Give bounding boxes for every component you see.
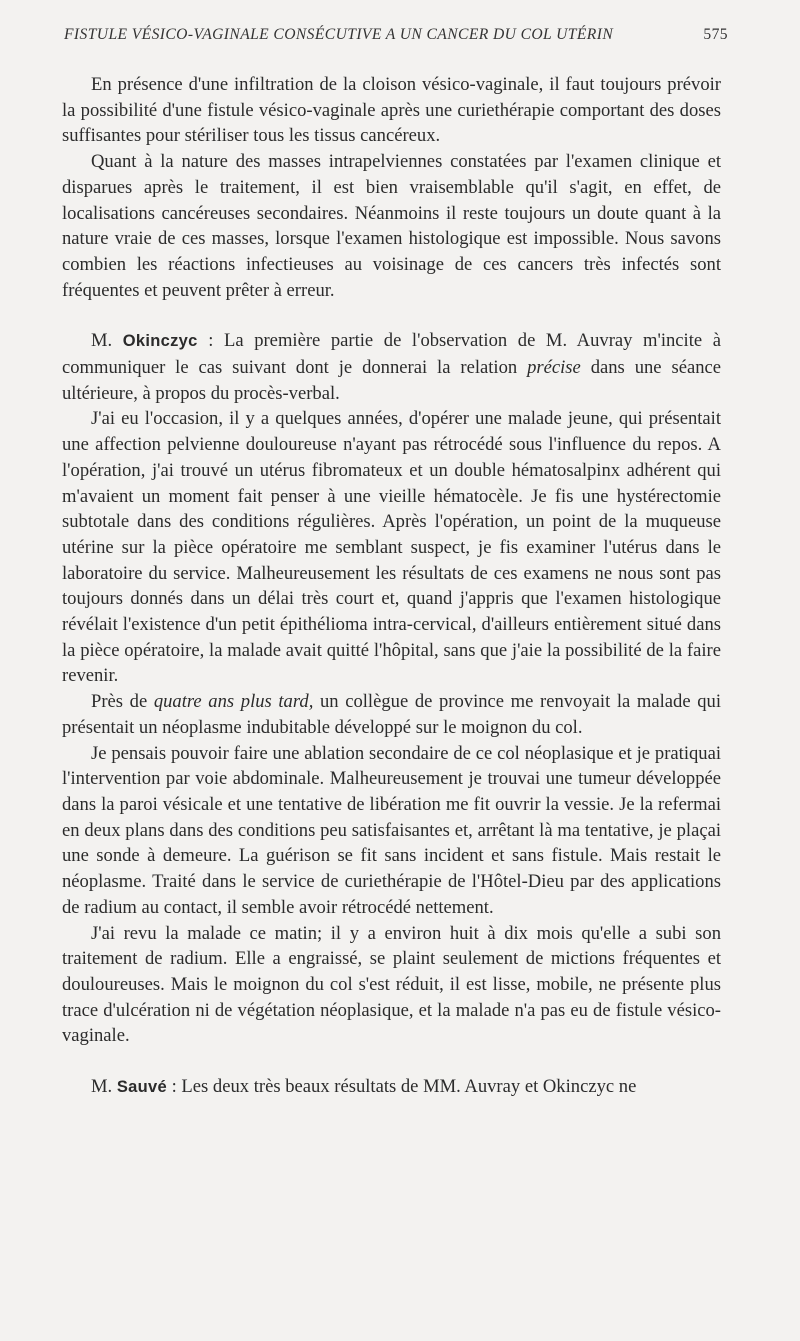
paragraph-2: Quant à la nature des masses intrapelviennes constatées par l'examen clinique et disparues après le traitement, il est bien vraisemblable qu'il s'agit, en effet, de localisations cancéreuses secondaires. Néanmoins il reste toujours un doute quant à la nature vraie de ces masses, lorsque l'examen histologique est impossible. Nous savons combien les réactions infectieuses au voisinage de ces cancers très infectés sont fréquentes et peuvent prêter à erreur. <box>62 151 721 301</box>
paragraph-6: Je pensais pouvoir faire une ablation secondaire de ce col néoplasique et je pratiquai l'intervention par voie abdominale. Malheureusement je trouvai une tumeur développée dans la paroi vésicale et une tentative de libération me fit ouvrir la vessie. Je la refermai en deux plans dans des conditions peu satisfaisantes et, arrêtant là ma tentative, je plaçai une sonde à demeure. La guérison se fit sans incident et sans fistule. Mais restait le néoplasme. Traité dans le service de curiethérapie de l'Hôtel-Dieu par des applications de radium au contact, il semble avoir rétrocédé nettement. <box>62 742 721 918</box>
speaker-prefix: M. <box>91 330 113 352</box>
paragraph-1: En présence d'une infiltration de la cloison vésico-vaginale, il faut toujours prévoir la possibilité d'une fistule vésico-vaginale après une curiethérapie comportant des doses suffisantes pour stériliser tous les tissus cancéreux. <box>62 74 721 147</box>
paragraph-text: un collègue de province me renvoyait la malade qui présentait un néoplasme indubitable développé sur le moignon du col. <box>62 691 721 738</box>
paragraph-okinczyc <box>62 328 721 406</box>
paragraph-sauve <box>62 1074 721 1101</box>
italic-text: précise <box>527 357 581 379</box>
paragraph-4: J'ai eu l'occasion, il y a quelques années, d'opérer une malade jeune, qui présentait une affection pelvienne douloureuse n'ayant pas rétrocédé sous l'influence du repos. A l'opération, j'ai trouvé un utérus fibromateux et un double hématosalpinx adhérent qui m'avaient un moment fait penser à une vieille hématocèle. Je fis une hystérectomie subtotale dans des conditions régulières. Après l'opération, un point de la muqueuse utérine sur la pièce opératoire me semblant suspect, je fis examiner l'utérus dans le laboratoire du service. Malheureusement les résultats de ces examens ne nous sont pas toujours donnés dans un délai très court et, quand j'appris que l'examen histologique révélait l'existence d'un petit épithélioma intra-cervical, d'ailleurs entièrement situé dans la pièce opératoire, la malade avait quitté l'hôpital, sans que j'aie la possibilité de la faire revenir. <box>62 408 721 687</box>
paragraph-7: J'ai revu la malade ce matin; il y a environ huit à dix mois qu'elle a subi son traitement de radium. Elle a engraissé, se plaint seulement de mictions fréquentes et douloureuses. Mais le moignon du col s'est réduit, il est lisse, mobile, ne présente plus trace d'ulcération ni de végétation néoplasique, et la malade n'a pas eu de fistule vésico-vaginale. <box>62 922 721 1047</box>
speaker-prefix: M. <box>91 1076 113 1098</box>
paragraph-text: : Les deux très beaux résultats de MM. Auvray et Okinczyc ne <box>166 1076 637 1098</box>
article-body <box>62 72 721 1101</box>
speaker-okinczyc: Okinczyc <box>122 332 198 351</box>
italic-text: quatre ans plus tard, <box>153 691 314 713</box>
page-number: 575 <box>703 26 728 43</box>
paragraph-text: : La première partie de l'observation de M. Auvray m'incite à communiquer le cas suivant dont je donnerai la relation <box>62 330 721 379</box>
paragraph-text: Près de <box>91 691 154 713</box>
paragraph-text: dans une séance ultérieure, à propos du procès-verbal. <box>62 357 722 404</box>
paragraph-5 <box>62 689 721 740</box>
header-title: FISTULE VÉSICO-VAGINALE CONSÉCUTIVE A UN CANCER DU COL UTÉRIN <box>64 26 614 43</box>
running-header <box>64 26 728 44</box>
speaker-sauve: Sauvé <box>116 1078 167 1097</box>
